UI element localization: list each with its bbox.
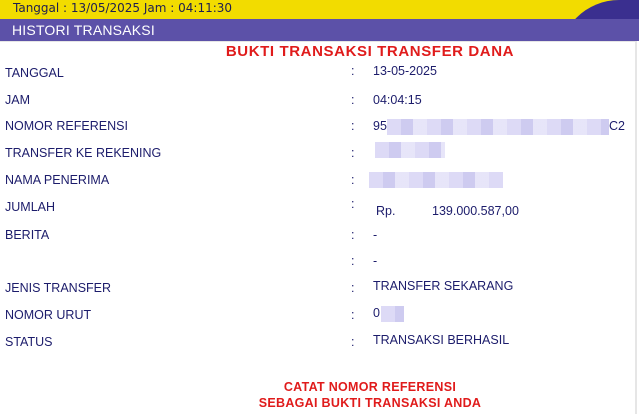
section-header xyxy=(0,19,639,41)
colon: : xyxy=(351,119,355,133)
value-jumlah-amount: 139.000.587,00 xyxy=(432,204,519,218)
colon: : xyxy=(351,254,355,268)
label-berita: BERITA xyxy=(5,228,50,242)
row-status xyxy=(0,335,639,355)
current-datetime: Tanggal : 13/05/2025 Jam : 04:11:30 xyxy=(13,1,233,15)
row-jam xyxy=(0,93,639,113)
reference-notice-line2: SEBAGAI BUKTI TRANSAKSI ANDA xyxy=(258,396,482,410)
redacted-account-number xyxy=(375,142,445,158)
label-status: STATUS xyxy=(5,335,53,349)
row-nomor-urut xyxy=(0,308,639,328)
redacted-sequence-number xyxy=(381,306,404,322)
value-berita-2: - xyxy=(373,254,378,268)
redacted-reference-number xyxy=(387,119,609,135)
value-jumlah-currency: Rp. xyxy=(376,204,396,218)
label-nama-penerima: NAMA PENERIMA xyxy=(5,173,110,187)
label-jumlah: JUMLAH xyxy=(5,200,56,214)
receipt-title: BUKTI TRANSAKSI TRANSFER DANA xyxy=(225,43,515,60)
label-tanggal: TANGGAL xyxy=(5,66,64,80)
value-nomor-referensi-suffix: C2 xyxy=(609,119,625,133)
colon: : xyxy=(351,93,355,107)
colon: : xyxy=(351,228,355,242)
row-berita-continued xyxy=(0,254,639,274)
row-jenis-transfer xyxy=(0,281,639,301)
value-status: TRANSAKSI BERHASIL xyxy=(373,333,510,347)
row-transfer-ke-rekening xyxy=(0,146,639,166)
label-jam: JAM xyxy=(5,93,30,107)
row-jumlah xyxy=(0,197,639,220)
row-nama-penerima xyxy=(0,173,639,193)
value-jam: 04:04:15 xyxy=(373,93,422,107)
section-title: HISTORI TRANSAKSI xyxy=(12,22,155,38)
label-jenis-transfer: JENIS TRANSFER xyxy=(5,281,112,295)
row-berita xyxy=(0,228,639,248)
row-tanggal xyxy=(0,66,639,86)
value-nomor-urut: 0 xyxy=(373,306,380,320)
colon: : xyxy=(351,197,355,211)
value-jenis-transfer: TRANSFER SEKARANG xyxy=(373,279,514,293)
colon: : xyxy=(351,308,355,322)
label-transfer-ke-rekening: TRANSFER KE REKENING xyxy=(5,146,162,160)
colon: : xyxy=(351,173,355,187)
brand-swoosh-decoration xyxy=(559,0,639,19)
colon: : xyxy=(351,335,355,349)
colon: : xyxy=(351,146,355,160)
top-info-bar xyxy=(0,0,639,19)
reference-notice-line1: CATAT NOMOR REFERENSI xyxy=(283,380,457,394)
value-nomor-referensi-prefix: 95 xyxy=(373,119,387,133)
redacted-recipient-name xyxy=(369,172,503,188)
label-nomor-urut: NOMOR URUT xyxy=(5,308,92,322)
row-nomor-referensi xyxy=(0,119,639,139)
colon: : xyxy=(351,281,355,295)
reference-notice xyxy=(0,379,639,411)
value-tanggal: 13-05-2025 xyxy=(373,64,437,78)
value-berita: - xyxy=(373,228,378,242)
colon: : xyxy=(351,64,355,78)
label-nomor-referensi: NOMOR REFERENSI xyxy=(5,119,128,133)
